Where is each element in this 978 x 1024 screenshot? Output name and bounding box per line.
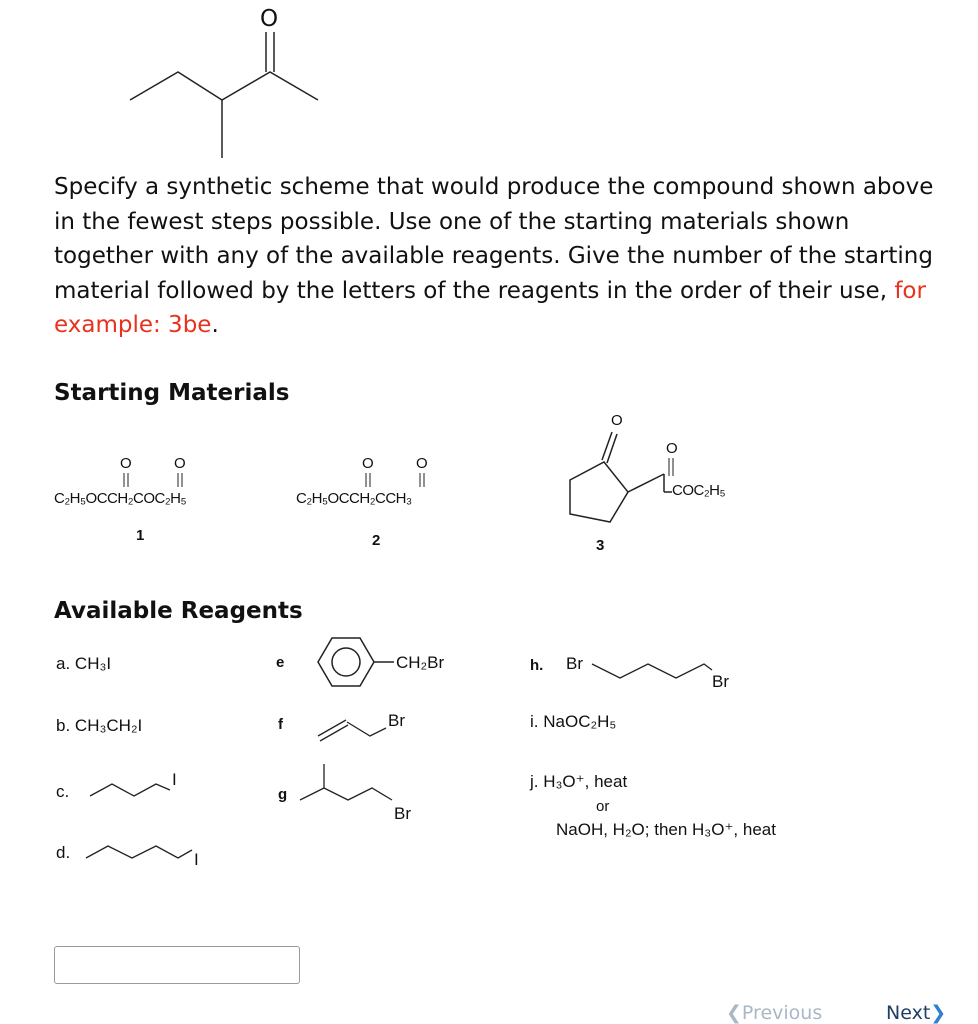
reagent-h-structure xyxy=(0,0,1,1)
sm1-formula: C₂H₅OCCH₂COC₂H₅ xyxy=(54,490,187,507)
question-text xyxy=(54,170,934,343)
reagent-i-letter: i. xyxy=(530,712,539,731)
reagent-h-letter: h. xyxy=(530,657,544,674)
target-molecule-structure xyxy=(0,0,400,170)
reagent-f-bromine: Br xyxy=(388,711,405,730)
reagent-h-bromine-right: Br xyxy=(712,672,729,691)
next-label: Next xyxy=(886,1002,931,1024)
reagent-d-iodine: I xyxy=(194,850,199,869)
reagent-j-line1: H₃O⁺, heat xyxy=(543,772,628,791)
target-carbonyl-oxygen: O xyxy=(260,6,279,32)
sm3-ring-carbonyl-o: O xyxy=(611,412,623,429)
sm2-carbonyl-o2: O xyxy=(416,455,428,472)
reagent-b-formula: CH₃CH₂I xyxy=(74,716,143,735)
available-reagents-heading: Available Reagents xyxy=(54,598,303,624)
sm3-substituent: COC₂H₅ xyxy=(672,482,726,499)
question-end: . xyxy=(211,312,219,338)
sm1-carbonyl-o2: O xyxy=(174,455,186,472)
reagent-a-letter: a. xyxy=(56,654,71,673)
chevron-right-icon: ❯ xyxy=(930,1002,947,1024)
sm3-number: 3 xyxy=(596,537,605,554)
reagent-a-formula: CH₃I xyxy=(74,654,112,673)
reagent-g-bromine: Br xyxy=(394,804,411,823)
reagent-c-iodine: I xyxy=(172,770,177,789)
answer-input[interactable] xyxy=(54,946,300,984)
reagent-i-formula: NaOC₂H₅ xyxy=(543,712,617,731)
reagent-j-line2: NaOH, H₂O; then H₃O⁺, heat xyxy=(556,820,776,839)
reagent-g-letter: g xyxy=(278,786,288,803)
reagent-c-letter: c. xyxy=(56,782,70,801)
reagent-j-letter: j. xyxy=(530,772,539,791)
sm2-carbonyl-o1: O xyxy=(362,455,374,472)
reagent-e-substituent: CH₂Br xyxy=(396,653,445,672)
reagent-j-line1-row xyxy=(530,772,627,792)
sm1-carbonyl-o1: O xyxy=(120,455,132,472)
chevron-left-icon: ❮ xyxy=(726,1002,742,1024)
question-body: Specify a synthetic scheme that would produce the compound shown above in the fewest steps possible. Use one of the starting materials shown together with any of the available reagents. Give the number of the starting material followed by the letters of the reagents in the order of their use, xyxy=(54,174,934,304)
sm3-ester-carbonyl-o: O xyxy=(666,440,678,457)
sm2-number: 2 xyxy=(372,532,381,549)
reagent-d-letter: d. xyxy=(56,843,71,862)
reagent-e-letter: e xyxy=(276,654,285,671)
reagent-b-letter: b. xyxy=(56,716,71,735)
reagent-b xyxy=(56,716,142,736)
example-answer: for example: 3be xyxy=(54,277,926,338)
reagent-j-or: or xyxy=(596,798,610,815)
reagent-f-letter: f xyxy=(278,716,283,733)
next-button[interactable] xyxy=(886,1002,946,1024)
sm2-formula: C₂H₅OCCH₂CCH₃ xyxy=(296,490,412,507)
reagent-a xyxy=(56,654,111,674)
previous-label: Previous xyxy=(741,1002,823,1024)
reagent-i xyxy=(530,712,616,732)
starting-materials-heading: Starting Materials xyxy=(54,380,290,406)
previous-button[interactable] xyxy=(726,1002,822,1024)
reagent-h-bromine-left: Br xyxy=(566,654,583,673)
sm1-number: 1 xyxy=(136,527,145,544)
